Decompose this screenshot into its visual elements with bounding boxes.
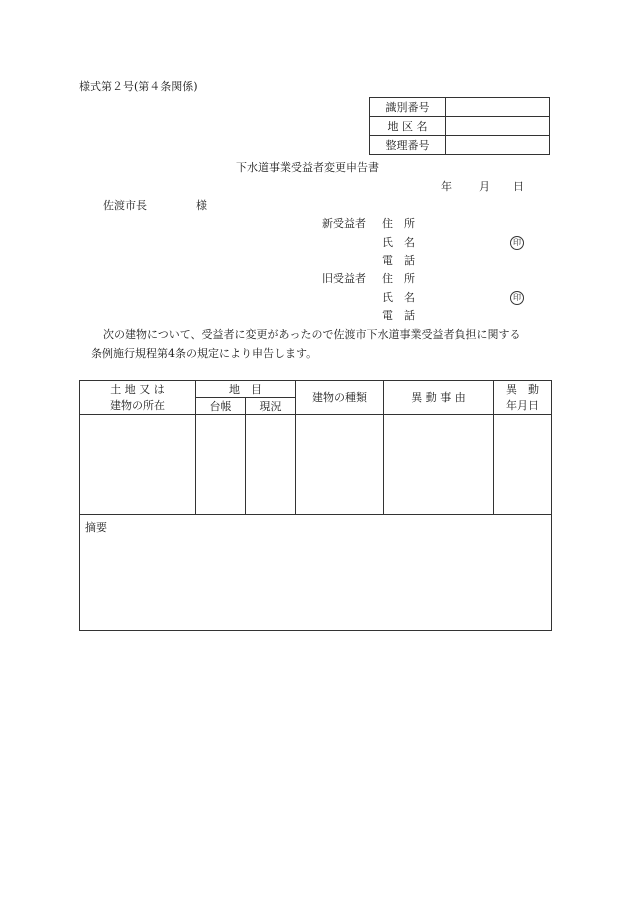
id-value-2[interactable] xyxy=(446,117,550,136)
body-text-line-2: 条例施行規程第4条の規定により申告します。 xyxy=(91,347,318,360)
id-row-3 xyxy=(370,136,550,155)
id-label-3: 整理番号 xyxy=(370,136,446,155)
id-table xyxy=(369,97,550,155)
cell-land-register[interactable] xyxy=(196,415,246,515)
new-phone-label: 電 話 xyxy=(382,254,415,267)
cell-land-current[interactable] xyxy=(246,415,296,515)
id-row-1 xyxy=(370,98,550,117)
date-day: 日 xyxy=(513,180,524,193)
date-month: 月 xyxy=(479,180,490,193)
header-change-date xyxy=(494,381,552,415)
header-location xyxy=(80,381,196,415)
old-phone-label: 電 話 xyxy=(382,309,415,322)
old-seal-icon xyxy=(510,291,524,305)
header-change-reason: 異 動 事 由 xyxy=(384,381,494,415)
header-land-current: 現況 xyxy=(246,398,296,415)
old-beneficiary-heading: 旧受益者 xyxy=(322,272,366,285)
cell-location[interactable] xyxy=(80,415,196,515)
id-label-1: 識別番号 xyxy=(370,98,446,117)
summary-row xyxy=(80,515,552,631)
header-location-line-2: 建物の所在 xyxy=(110,399,165,412)
old-seal-mark: 印 xyxy=(510,291,524,305)
new-address-label: 住 所 xyxy=(382,217,415,230)
header-land-register: 台帳 xyxy=(196,398,246,415)
header-land-category: 地 目 xyxy=(196,381,296,398)
id-value-1[interactable] xyxy=(446,98,550,117)
summary-cell[interactable] xyxy=(80,515,552,631)
date-year: 年 xyxy=(441,180,452,193)
old-address-label: 住 所 xyxy=(382,272,415,285)
id-label-2: 地 区 名 xyxy=(370,117,446,136)
cell-change-reason[interactable] xyxy=(384,415,494,515)
new-seal-icon xyxy=(510,236,524,250)
form-title: 下水道事業受益者変更申告書 xyxy=(236,161,379,174)
header-change-date-line-1: 異 動 xyxy=(506,383,539,396)
old-name-label: 氏 名 xyxy=(382,291,415,304)
header-building-type: 建物の種類 xyxy=(296,381,384,415)
new-name-label: 氏 名 xyxy=(382,236,415,249)
id-row-2 xyxy=(370,117,550,136)
new-beneficiary-heading: 新受益者 xyxy=(322,217,366,230)
data-row xyxy=(80,415,552,515)
id-value-3[interactable] xyxy=(446,136,550,155)
form-number: 様式第２号(第４条関係) xyxy=(79,80,198,93)
main-table xyxy=(79,380,552,631)
recipient-name: 佐渡市長 xyxy=(103,199,147,212)
summary-label: 摘要 xyxy=(85,521,107,534)
header-location-line-1: 土 地 又 は xyxy=(110,383,165,396)
cell-change-date[interactable] xyxy=(494,415,552,515)
header-row-1 xyxy=(80,381,552,398)
recipient-honorific: 様 xyxy=(196,199,207,212)
body-text-line-1: 次の建物について、受益者に変更があったので佐渡市下水道事業受益者負担に関する xyxy=(103,328,521,341)
cell-building-type[interactable] xyxy=(296,415,384,515)
header-change-date-line-2: 年月日 xyxy=(506,399,539,412)
new-seal-mark: 印 xyxy=(510,236,524,250)
